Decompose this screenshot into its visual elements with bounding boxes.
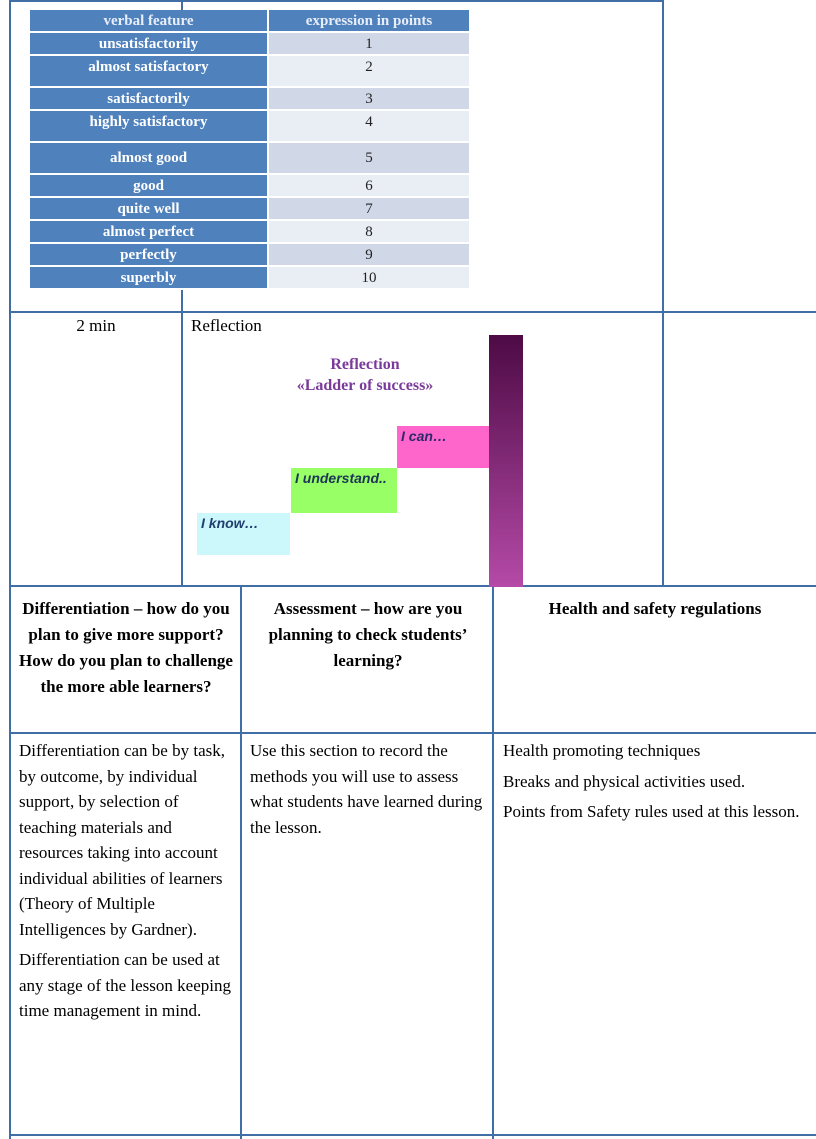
table-row	[30, 142, 469, 174]
points-cell: 8	[268, 220, 469, 243]
ladder-title-line1: Reflection	[330, 356, 400, 373]
verbal-cell: satisfactorily	[30, 87, 268, 110]
table-row	[30, 87, 469, 110]
grading-table	[30, 10, 469, 290]
verbal-cell: highly satisfactory	[30, 110, 268, 142]
verbal-cell: perfectly	[30, 243, 268, 266]
assessment-para1: Use this section to record the methods you will use to assess what students have learned during the lesson.	[250, 741, 483, 837]
health-para2: Breaks and physical activities used.	[503, 771, 746, 791]
grid-line	[9, 1134, 816, 1136]
verbal-feature-header: verbal feature	[30, 10, 268, 32]
stage-cell: Reflection	[191, 316, 262, 335]
points-cell: 10	[268, 266, 469, 289]
health-body	[503, 738, 803, 825]
points-cell: 5	[268, 142, 469, 174]
points-cell: 9	[268, 243, 469, 266]
table-row	[30, 266, 469, 289]
differentiation-body	[19, 738, 234, 1024]
points-cell: 7	[268, 197, 469, 220]
ladder-step-know: I know…	[197, 513, 290, 555]
health-para1: Health promoting techniques	[503, 741, 701, 760]
points-header: expression in points	[268, 10, 469, 32]
points-cell: 3	[268, 87, 469, 110]
verbal-cell: quite well	[30, 197, 268, 220]
table-row	[30, 197, 469, 220]
differentiation-para2: Differentiation can be used at any stage of the lesson keeping time management in mind.	[19, 950, 231, 1020]
table-row	[30, 220, 469, 243]
verbal-cell: good	[30, 174, 268, 197]
verbal-cell: almost satisfactory	[30, 55, 268, 87]
health-heading: Health and safety regulations	[548, 599, 762, 618]
verbal-cell: almost good	[30, 142, 268, 174]
grid-line	[9, 0, 11, 1139]
ladder-step-understand: I understand..	[291, 468, 397, 513]
assessment-heading: Assessment – how are you planning to check students’ learning?	[268, 599, 468, 670]
table-header-row	[30, 10, 469, 32]
points-cell: 4	[268, 110, 469, 142]
table-row	[30, 55, 469, 87]
grid-line	[492, 585, 494, 1139]
differentiation-para1: Differentiation can be by task, by outcome, by individual support, by selection of teaching materials and resources taking into account individual abilities of learners (Theory of Multiple Intelligences by Gardner).	[19, 741, 225, 939]
table-row	[30, 110, 469, 142]
verbal-cell: superbly	[30, 266, 268, 289]
verbal-cell: unsatisfactorily	[30, 32, 268, 55]
verbal-cell: almost perfect	[30, 220, 268, 243]
ladder-title	[250, 354, 480, 396]
grid-line	[9, 732, 816, 734]
grid-line	[9, 0, 664, 2]
ladder-bar	[489, 335, 523, 587]
grid-line	[240, 585, 242, 1139]
points-cell: 2	[268, 55, 469, 87]
differentiation-heading: Differentiation – how do you plan to give more support? How do you plan to challenge the more able learners?	[19, 599, 233, 696]
health-para3: Points from Safety rules used at this lesson.	[503, 802, 800, 821]
ladder-title-line2: «Ladder of success»	[296, 377, 434, 394]
table-row	[30, 32, 469, 55]
time-cell: 2 min	[76, 316, 116, 335]
grid-line	[662, 0, 664, 587]
table-row	[30, 243, 469, 266]
ladder-step-can: I can…	[397, 426, 496, 468]
grid-line	[9, 585, 816, 587]
points-cell: 1	[268, 32, 469, 55]
table-row	[30, 174, 469, 197]
assessment-body	[250, 738, 488, 840]
points-cell: 6	[268, 174, 469, 197]
